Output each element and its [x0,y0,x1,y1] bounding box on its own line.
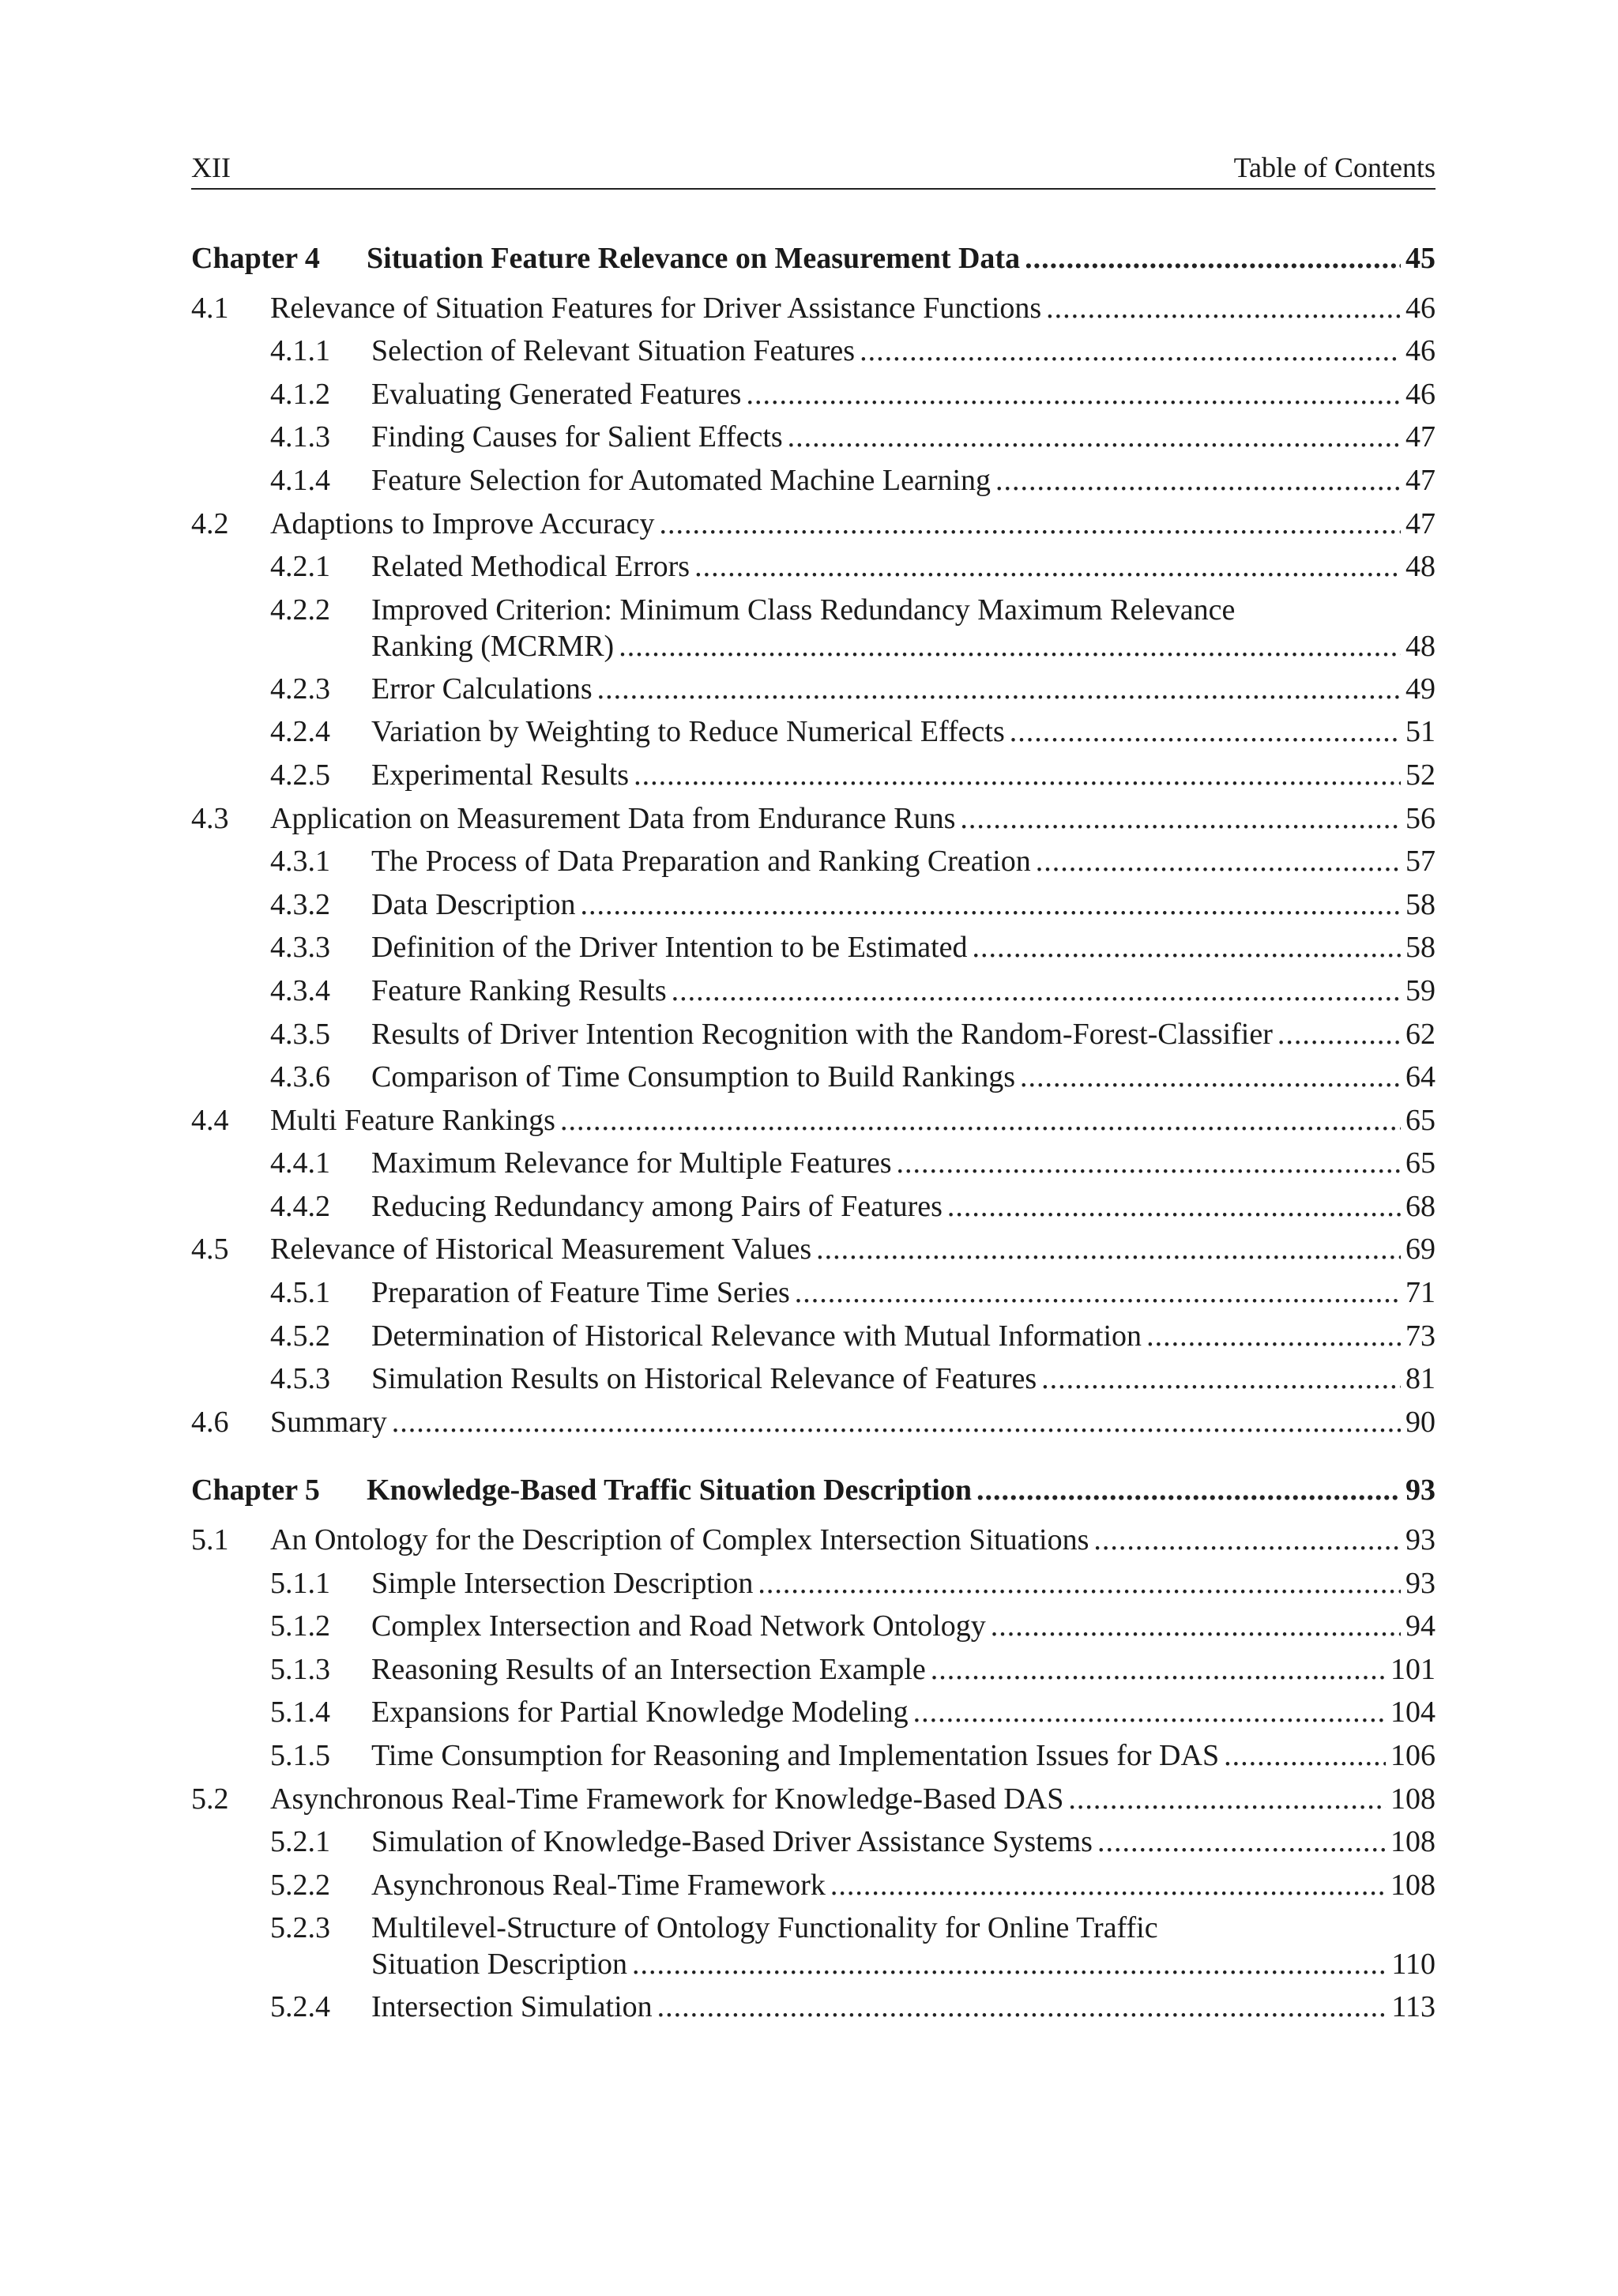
toc-page-number: 46 [1405,377,1436,411]
toc-entry-number: 4.2.1 [270,550,330,584]
toc-section-entry[interactable] [191,1519,1436,1562]
toc-page-number: 108 [1390,1868,1436,1902]
toc-subsection-entry[interactable] [191,416,1436,459]
toc-page-number: 49 [1405,672,1436,706]
toc-entry-title: Asynchronous Real-Time Framework for Knowledge-Based DAS [270,1782,1064,1816]
dot-leader [1036,840,1401,883]
toc-page-number: 47 [1405,463,1436,497]
toc-entry-title: Simulation of Knowledge-Based Driver Assistance Systems [371,1825,1093,1859]
dot-leader [1097,1820,1386,1864]
dot-leader [659,502,1401,546]
dot-leader [788,416,1401,459]
toc-page-number: 71 [1405,1276,1436,1310]
toc-entry-title: Data Description [371,887,576,921]
toc-subsection-entry[interactable] [191,926,1436,969]
dot-leader [672,969,1401,1013]
toc-page-number: 59 [1405,973,1436,1007]
toc-page-number: 62 [1405,1017,1436,1051]
dot-leader [1025,237,1401,280]
dot-leader [931,1648,1386,1692]
toc-page-number: 64 [1405,1060,1436,1094]
toc-entry-number: 5.1.1 [270,1566,330,1600]
toc-page-number: 113 [1391,1990,1436,2024]
toc-page-number: 46 [1405,291,1436,325]
toc-entry-title: Reasoning Results of an Intersection Example [371,1652,926,1686]
toc-page-number: 47 [1405,506,1436,540]
toc-page-number: 108 [1390,1825,1436,1859]
toc-page-number: 106 [1390,1739,1436,1772]
toc-entry-title: Intersection Simulation [371,1990,653,2024]
toc-page-number: 56 [1405,801,1436,835]
dot-leader [816,1228,1401,1271]
toc-entry-title: Asynchronous Real-Time Framework [371,1868,826,1902]
toc-entry-number: 4.3.6 [270,1060,330,1094]
toc-subsection-entry[interactable] [191,459,1436,502]
toc-entry-number: 4.1.4 [270,463,330,497]
toc-page-number: 65 [1405,1103,1436,1137]
toc-entry-number: 4.3.2 [270,887,330,921]
toc-entry-number: 5.2.4 [270,1990,330,2024]
toc-page-number: 45 [1405,242,1436,275]
toc-subsection-entry[interactable] [191,1820,1436,1864]
toc-entry-title: Knowledge-Based Traffic Situation Description [367,1474,972,1507]
toc-subsection-entry[interactable] [191,1906,1436,1985]
toc-entry-number: 4.5.3 [270,1362,330,1396]
toc-subsection-entry[interactable] [191,883,1436,927]
toc-entry-number: 4.2.3 [270,672,330,706]
toc-entry-title: Simple Intersection Description [371,1566,754,1600]
toc-entry-title: Situation Description [371,1948,628,1982]
dot-leader [795,1271,1401,1315]
toc-entry-number: 4.4.2 [270,1189,330,1223]
toc-entry-title: Time Consumption for Reasoning and Implementation Issues for DAS [371,1739,1220,1772]
toc-subsection-entry[interactable] [191,1562,1436,1605]
toc-entry-title: Reducing Redundancy among Pairs of Features [371,1189,943,1223]
toc-entry-title: Maximum Relevance for Multiple Features [371,1146,892,1180]
toc-entry-number: 4.1.3 [270,420,330,454]
toc-subsection-entry[interactable] [191,1648,1436,1692]
toc-entry-title: Application on Measurement Data from Endurance Runs [270,801,956,835]
toc-entry-title: Relevance of Historical Measurement Values [270,1233,812,1267]
dot-leader [694,545,1401,589]
dot-leader [1146,1315,1401,1358]
toc-page-number: 51 [1405,715,1436,749]
toc-entry-title: Experimental Results [371,758,630,792]
toc-entry-title: Variation by Weighting to Reduce Numerical Effects [371,715,1005,749]
dot-leader [632,1943,1387,1986]
toc-entry-number: 5.2.1 [270,1825,330,1859]
toc-subsection-entry[interactable] [191,840,1436,883]
toc-page-number: 52 [1405,758,1436,792]
toc-section-entry[interactable] [191,502,1436,546]
toc-section-entry[interactable] [191,1778,1436,1821]
dot-leader [830,1864,1386,1907]
toc-subsection-entry[interactable] [191,1357,1436,1401]
toc-entry-number: 5.1.4 [270,1696,330,1730]
toc-section-entry[interactable] [191,797,1436,841]
dot-leader [392,1401,1401,1444]
toc-entry-number: 5.2 [191,1782,229,1816]
toc-entry-number: 4.6 [191,1405,229,1439]
dot-leader [960,797,1401,841]
dot-leader [1046,287,1401,330]
dot-leader [619,625,1401,668]
toc-chapter-entry[interactable] [191,1469,1436,1512]
toc-entry-number: 4.1 [191,291,229,325]
toc-entry-title: Finding Causes for Salient Effects [371,420,783,454]
toc-entry-title: Related Methodical Errors [371,550,690,584]
toc-subsection-entry[interactable] [191,1605,1436,1648]
toc-subsection-entry[interactable] [191,969,1436,1013]
toc-page-number: 58 [1405,931,1436,965]
toc-page-number: 68 [1405,1189,1436,1223]
toc-page-number: 94 [1405,1609,1436,1643]
toc-page-number: 69 [1405,1233,1436,1267]
toc-subsection-entry[interactable] [191,373,1436,416]
toc-page-number: 90 [1405,1405,1436,1439]
toc-subsection-entry[interactable] [191,1056,1436,1099]
dot-leader [581,883,1401,927]
toc-entry-title: Results of Driver Intention Recognition with the Random-Forest-Classifier [371,1017,1273,1051]
toc-entry-number: 5.2.2 [270,1868,330,1902]
dot-leader [560,1099,1401,1142]
dot-leader [1068,1778,1386,1821]
toc-subsection-entry[interactable] [191,710,1436,754]
toc-entry-title: Feature Ranking Results [371,973,667,1007]
toc-page-number: 104 [1390,1696,1436,1730]
toc-entry-title: Adaptions to Improve Accuracy [270,506,655,540]
dot-leader [634,754,1401,797]
toc-entry-number: 4.3.4 [270,973,330,1007]
toc-subsection-entry[interactable] [191,329,1436,373]
page-number-roman: XII [191,152,231,183]
toc-entry-title: Error Calculations [371,672,593,706]
dot-leader [913,1691,1386,1734]
toc-entry-number: 5.1 [191,1523,229,1557]
toc-page-number: 101 [1390,1652,1436,1686]
running-header [191,150,1436,190]
toc-entry-title: Definition of the Driver Intention to be Estimated [371,931,968,965]
toc-page-number: 48 [1405,550,1436,584]
toc-entry-number: 4.2 [191,506,229,540]
toc-entry-number: 4.1.2 [270,377,330,411]
dot-leader [976,1469,1401,1512]
toc-entry-title: Situation Feature Relevance on Measurement Data [367,242,1021,275]
dot-leader [1041,1357,1401,1401]
toc-entry-number: 4.2.2 [270,593,330,627]
toc-page-number: 93 [1405,1523,1436,1557]
toc-entry-title: Ranking (MCRMR) [371,629,615,663]
dot-leader [657,1985,1387,2029]
toc-entry-number: 4.4 [191,1103,229,1137]
toc-entry-title: Expansions for Partial Knowledge Modeling [371,1696,909,1730]
toc-subsection-entry[interactable] [191,1013,1436,1056]
toc-page-number: 48 [1405,629,1436,663]
toc-entry-number: 4.3.5 [270,1017,330,1051]
toc-page-number: 65 [1405,1146,1436,1180]
toc-section-entry[interactable] [191,1099,1436,1142]
toc-entry-number: 4.4.1 [270,1146,330,1180]
dot-leader [860,329,1401,373]
toc-entry-number: 4.1.1 [270,334,330,368]
toc-entry-title: The Process of Data Preparation and Ranking Creation [371,845,1031,879]
dot-leader [758,1562,1401,1605]
toc-entry-number: 4.3.1 [270,845,330,879]
toc-chapter-entry[interactable] [191,237,1436,280]
toc-page-number: 47 [1405,420,1436,454]
toc-subsection-entry[interactable] [191,589,1436,668]
dot-leader [897,1142,1402,1185]
dot-leader [995,459,1401,502]
toc-section-entry[interactable] [191,287,1436,330]
toc-page-number: 57 [1405,845,1436,879]
table-of-contents [191,237,1436,2029]
toc-subsection-entry[interactable] [191,545,1436,589]
toc-entry-title: Evaluating Generated Features [371,377,742,411]
toc-entry-number: 4.5.2 [270,1319,330,1353]
dot-leader [1093,1519,1401,1562]
toc-entry-title: Multi Feature Rankings [270,1103,555,1137]
dot-leader [1010,710,1401,754]
dot-leader [973,926,1401,969]
toc-entry-number: 4.5.1 [270,1276,330,1310]
toc-entry-title: Summary [270,1405,387,1439]
toc-entry-title: Complex Intersection and Road Network Ontology [371,1609,986,1643]
toc-subsection-entry[interactable] [191,754,1436,797]
toc-entry-number: 5.1.5 [270,1739,330,1772]
toc-page-number: 93 [1405,1474,1436,1507]
toc-subsection-entry[interactable] [191,1691,1436,1734]
toc-subsection-entry[interactable] [191,1734,1436,1778]
toc-subsection-entry[interactable] [191,1185,1436,1229]
toc-subsection-entry[interactable] [191,1864,1436,1907]
toc-subsection-entry[interactable] [191,1985,1436,2029]
toc-page-number: 108 [1390,1782,1436,1816]
running-title: Table of Contents [1233,152,1436,183]
toc-section-entry[interactable] [191,1228,1436,1271]
toc-subsection-entry[interactable] [191,1315,1436,1358]
toc-entry-number: 4.3.3 [270,931,330,965]
toc-entry-number: Chapter 4 [191,242,320,275]
toc-entry-number: 4.2.5 [270,758,330,792]
dot-leader [597,668,1401,711]
toc-entry-title: An Ontology for the Description of Complex Intersection Situations [270,1523,1089,1557]
toc-entry-title: Determination of Historical Relevance with Mutual Information [371,1319,1142,1353]
toc-entry-title: Simulation Results on Historical Relevance of Features [371,1362,1037,1396]
toc-entry-number: 4.3 [191,801,229,835]
dot-leader [947,1185,1401,1229]
toc-entry-number: Chapter 5 [191,1474,320,1507]
toc-page-number: 46 [1405,334,1436,368]
toc-entry-number: 5.1.2 [270,1609,330,1643]
toc-entry-title: Selection of Relevant Situation Features [371,334,856,368]
dot-leader [1224,1734,1386,1778]
toc-subsection-entry[interactable] [191,1271,1436,1315]
toc-entry-title-line1: Improved Criterion: Minimum Class Redundancy Maximum Relevance [371,593,1236,627]
toc-subsection-entry[interactable] [191,668,1436,711]
dot-leader [1020,1056,1401,1099]
toc-page-number: 110 [1391,1948,1436,1982]
toc-entry-title: Feature Selection for Automated Machine Learning [371,463,991,497]
toc-entry-title: Comparison of Time Consumption to Build Rankings [371,1060,1015,1094]
dot-leader [1277,1013,1401,1056]
toc-entry-title: Relevance of Situation Features for Driver Assistance Functions [270,291,1042,325]
toc-entry-number: 5.2.3 [270,1911,330,1945]
toc-section-entry[interactable] [191,1401,1436,1444]
toc-entry-title: Preparation of Feature Time Series [371,1276,790,1310]
dot-leader [746,373,1401,416]
dot-leader [991,1605,1401,1648]
toc-page-number: 81 [1405,1362,1436,1396]
toc-page-number: 93 [1405,1566,1436,1600]
toc-entry-number: 5.1.3 [270,1652,330,1686]
toc-subsection-entry[interactable] [191,1142,1436,1185]
toc-entry-title-line1: Multilevel-Structure of Ontology Functionality for Online Traffic [371,1911,1158,1945]
toc-page-number: 73 [1405,1319,1436,1353]
toc-entry-number: 4.2.4 [270,715,330,749]
toc-entry-number: 4.5 [191,1233,229,1267]
toc-page-number: 58 [1405,887,1436,921]
